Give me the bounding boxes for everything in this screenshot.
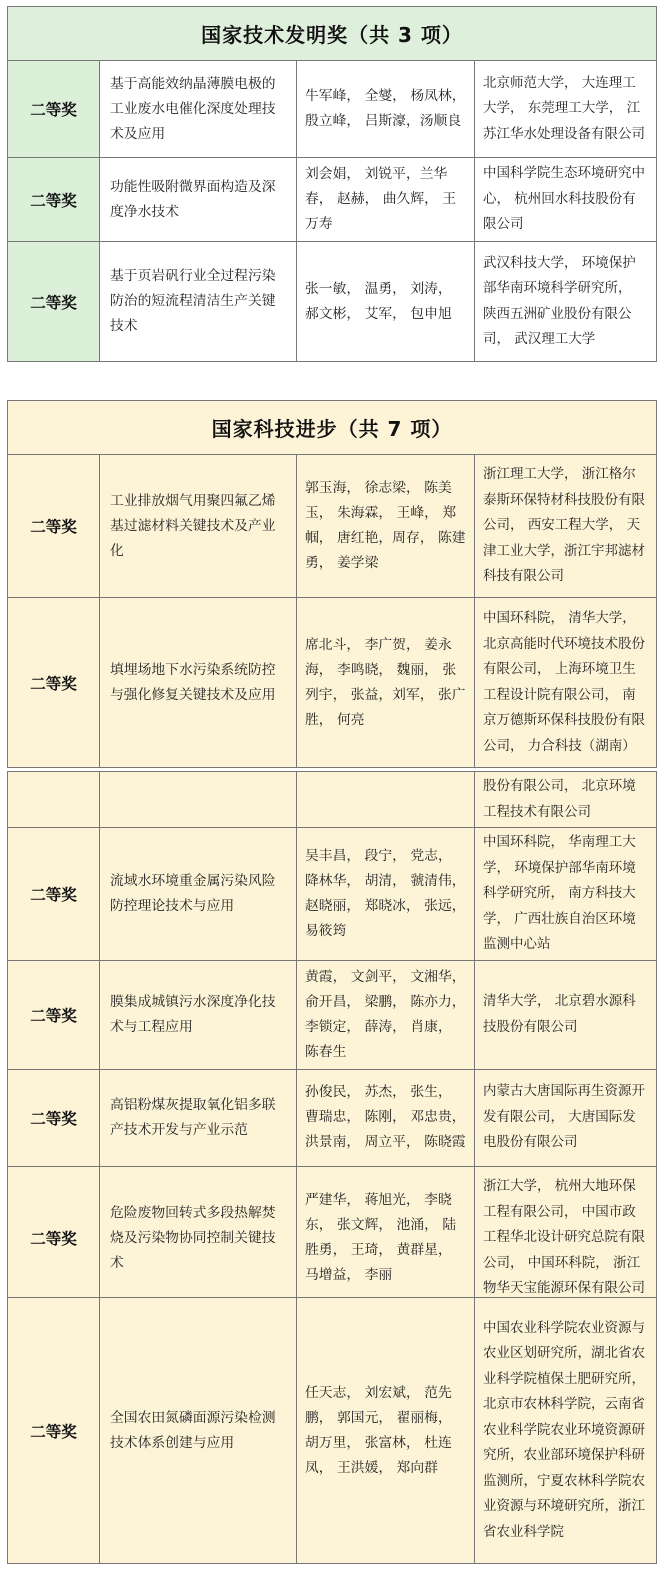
winners: 任天志， 刘宏斌， 范先鹏， 郭国元， 翟丽梅， 胡万里， 张富林， 杜连凤， 王洪媛， 郑向群: [297, 1298, 475, 1564]
table-row: [8, 1069, 657, 1166]
project-name: 膜集成城镇污水深度净化技术与工程应用: [100, 960, 297, 1069]
units: 中国环科院， 华南理工大学， 环境保护部华南环境科学研究所， 南方科技大学， 广西壮族自治区环境监测中心站: [475, 828, 657, 961]
units: 北京师范大学， 大连理工大学， 东莞理工大学， 江苏江华水处理设备有限公司: [475, 61, 657, 158]
table-row: [8, 960, 657, 1069]
table-row: [8, 455, 657, 598]
table-row: [8, 61, 657, 158]
table-row: [8, 242, 657, 362]
table-row: [8, 828, 657, 961]
units: 浙江大学， 杭州大地环保工程有限公司， 中国市政工程华北设计研究总院有限公司， 中国环科院， 浙江物华天宝能源环保有限公司: [475, 1166, 657, 1310]
units: 中国科学院生态环境研究中心， 杭州回水科技股份有限公司: [475, 158, 657, 242]
project-name: 基于页岩矾行业全过程污染防治的短流程清洁生产关键技术: [100, 242, 297, 362]
project-name: 工业排放烟气用聚四氟乙烯基过滤材料关键技术及产业化: [100, 455, 297, 598]
table-row: [8, 598, 657, 768]
winners: 孙俊民， 苏杰， 张生， 曹瑞忠， 陈刚， 邓忠贵， 洪景南， 周立平， 陈晓霞: [297, 1069, 475, 1166]
project-name: 功能性吸附微界面构造及深度净水技术: [100, 158, 297, 242]
award-grade: 二等奖: [8, 242, 100, 362]
units: 浙江理工大学， 浙江格尔泰斯环保特材科技股份有限公司， 西安工程大学， 天津工业大学，浙江宇邦滤材科技有限公司: [475, 455, 657, 598]
award-grade: 二等奖: [8, 61, 100, 158]
winners: 黄霞， 文剑平， 文湘华， 俞开昌， 梁鹏， 陈亦力， 李锁定， 薛涛， 肖康， 陈春生: [297, 960, 475, 1069]
award-grade: 二等奖: [8, 1298, 100, 1564]
table-row: [8, 158, 657, 242]
winners: 牛军峰， 全燮， 杨凤林，殷立峰， 吕斯濠，汤顺良: [297, 61, 475, 158]
award-grade: [8, 772, 100, 828]
award-grade: 二等奖: [8, 960, 100, 1069]
units: 股份有限公司， 北京环境工程技术有限公司: [475, 772, 657, 828]
winners: [297, 772, 475, 828]
table-row: [8, 1166, 657, 1310]
project-name: 危险废物回转式多段热解焚烧及污染物协同控制关键技术: [100, 1166, 297, 1310]
award-grade: 二等奖: [8, 158, 100, 242]
invention-award-table: [7, 6, 657, 362]
winners: 严建华， 蒋旭光， 李晓东， 张文辉， 池涌， 陆胜勇， 王琦， 黄群星， 马增益， 李丽: [297, 1166, 475, 1310]
project-name: 填埋场地下水污染系统防控与强化修复关键技术及应用: [100, 598, 297, 768]
winners: 席北斗， 李广贺， 姜永海， 李鸣晓， 魏丽， 张列宇， 张益，刘军， 张广胜， 何亮: [297, 598, 475, 768]
progress-award-table: [7, 400, 657, 768]
project-name: 基于高能效纳晶薄膜电极的工业废水电催化深度处理技术及应用: [100, 61, 297, 158]
winners: 吴丰昌， 段宁， 党志， 降林华， 胡清， 虢清伟， 赵晓丽， 郑晓冰， 张远， 易筱筠: [297, 828, 475, 961]
award-grade: 二等奖: [8, 828, 100, 961]
table-row: [8, 772, 657, 828]
project-name: [100, 772, 297, 828]
award-grade: 二等奖: [8, 455, 100, 598]
section-title: 国家技术发明奖（共 3 项）: [8, 7, 657, 61]
units: 中国农业科学院农业资源与农业区划研究所，湖北省农业科学院植保土肥研究所，北京市农林科学院，云南省农业科学院农业环境资源研究所，农业部环境保护科研监测所，宁夏农林科学院农业资源与环境研究所，浙江省农业科学院: [475, 1298, 657, 1564]
winners: 张一敏， 温勇， 刘涛， 郝文彬， 艾军， 包申旭: [297, 242, 475, 362]
award-grade: 二等奖: [8, 1069, 100, 1166]
project-name: 高铝粉煤灰提取氧化铝多联产技术开发与产业示范: [100, 1069, 297, 1166]
award-grade: 二等奖: [8, 1166, 100, 1310]
winners: 郭玉海， 徐志梁， 陈美玉， 朱海霖， 王峰， 郑帼， 唐红艳，周存， 陈建勇， 姜学梁: [297, 455, 475, 598]
units: 内蒙古大唐国际再生资源开发有限公司， 大唐国际发电股份有限公司: [475, 1069, 657, 1166]
table-row: [8, 1298, 657, 1564]
progress-award-table-continued: [7, 771, 657, 1311]
project-name: 流域水环境重金属污染风险防控理论技术与应用: [100, 828, 297, 961]
project-name: 全国农田氮磷面源污染检测技术体系创建与应用: [100, 1298, 297, 1564]
units: 武汉科技大学， 环境保护部华南环境科学研究所， 陕西五洲矿业股份有限公司， 武汉理工大学: [475, 242, 657, 362]
units: 清华大学， 北京碧水源科技股份有限公司: [475, 960, 657, 1069]
award-grade: 二等奖: [8, 598, 100, 768]
section-title: 国家科技进步（共 7 项）: [8, 401, 657, 455]
progress-award-table-continued-2: [7, 1297, 657, 1564]
winners: 刘会娟， 刘锐平，兰华春， 赵赫， 曲久辉， 王万寿: [297, 158, 475, 242]
units: 中国环科院， 清华大学， 北京高能时代环境技术股份有限公司， 上海环境卫生工程设计院有限公司， 南京万德斯环保科技股份有限公司， 力合科技（湖南）: [475, 598, 657, 768]
